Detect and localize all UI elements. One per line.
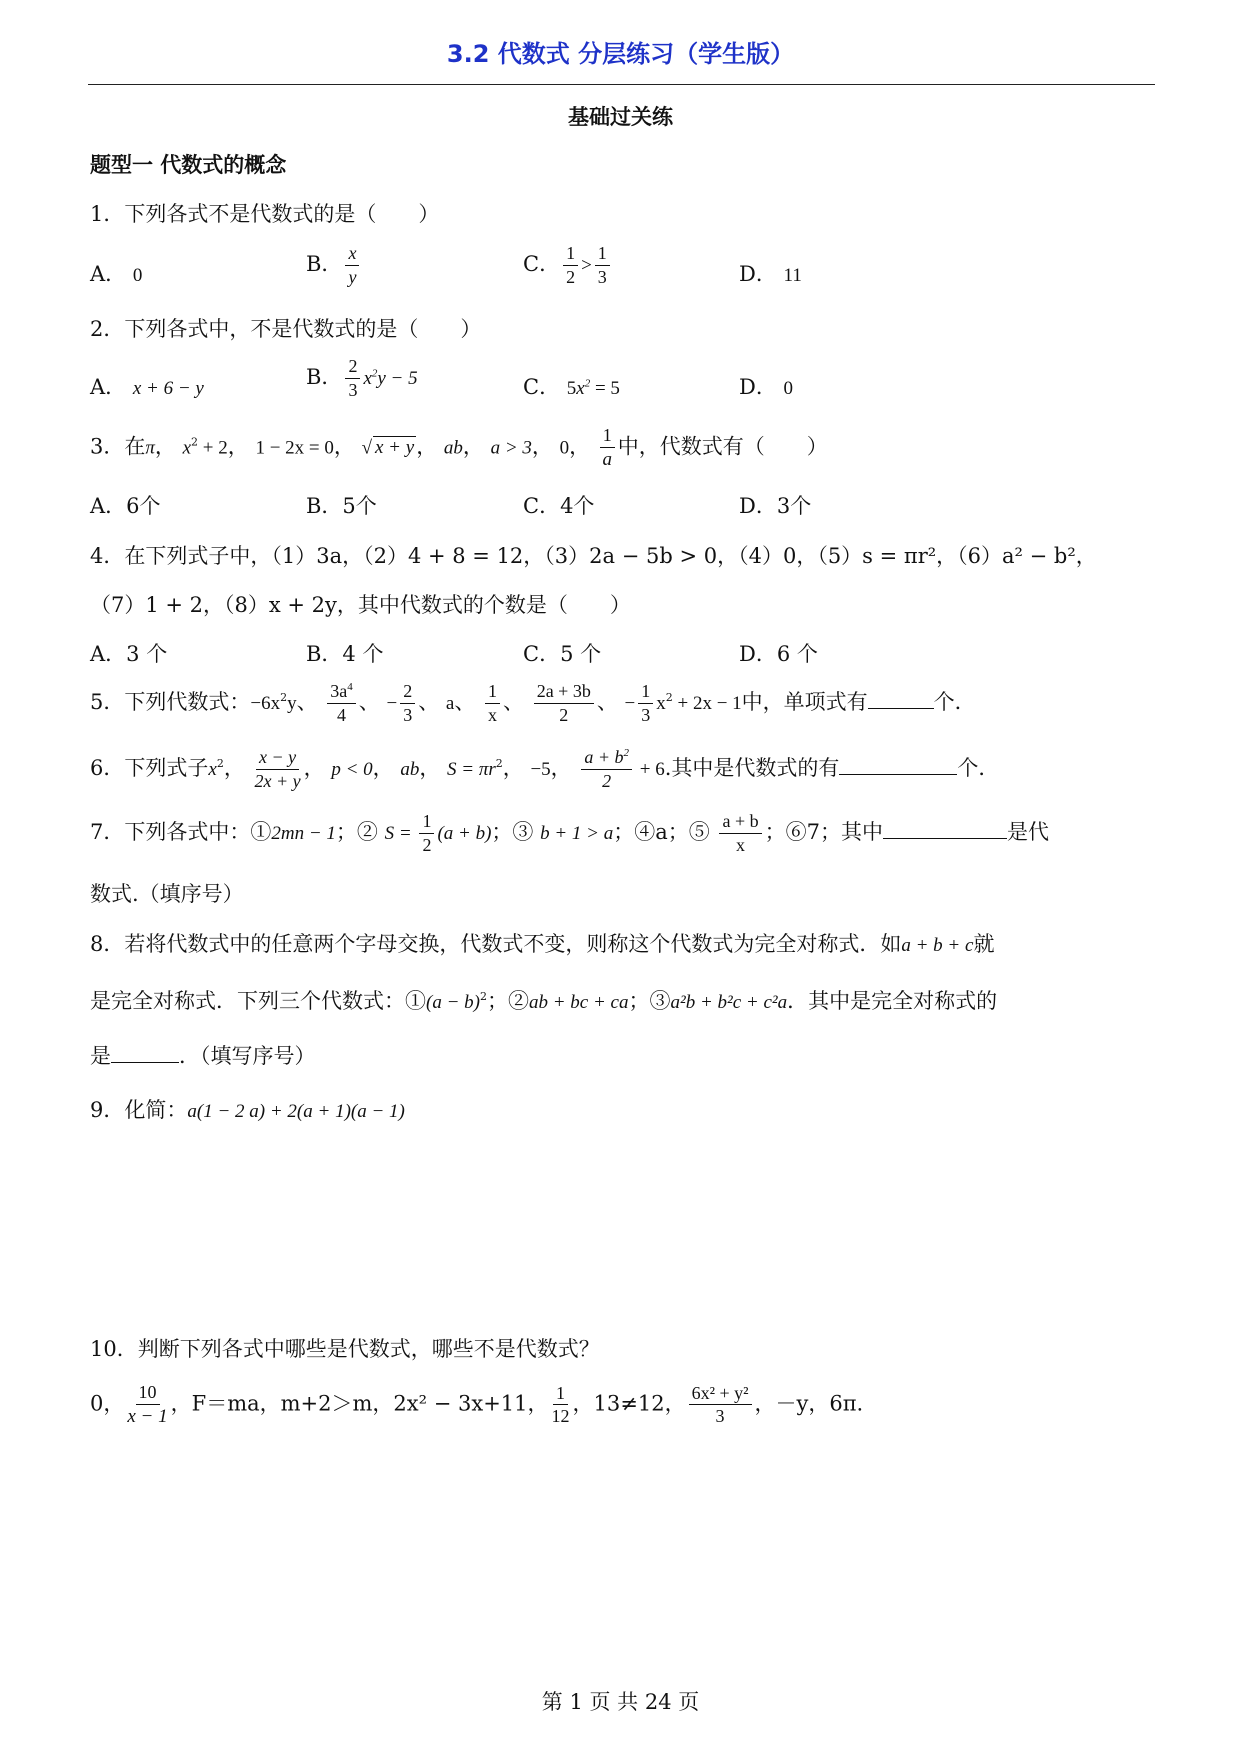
q3-option-b: B．5个 — [306, 494, 377, 518]
q1-option-b: B． $\frac{x}{y}$ — [306, 244, 362, 287]
q8-line-2: 是完全对称式．下列三个代数式：①(a − b)$^2$；②ab + bc + ca；③a²b + b²c + c²a．其中是完全对称式的 — [90, 989, 998, 1013]
page-footer: 第 1 页 共 24 页 — [541, 1690, 700, 1714]
q4-line-1: 4．在下列式子中，（1）3a，（2）4 + 8 = 12，（3）2a − 5b > 0，（4）0，（5）s = πr²，（6）a² − b²， — [90, 544, 1097, 568]
q3-stem: 3．在π， $x^2 + 2$， 1 − 2x = 0， √ x + y， ab， a > 3， 0， $\frac{1}{a}$ 中，代数式有（ ） — [90, 425, 828, 470]
q1-option-a: A． 0 — [90, 262, 143, 286]
q4-line-2: （7）1 + 2，（8）x + 2y，其中代数式的个数是（ ） — [90, 593, 631, 617]
q9-answer-area[interactable] — [90, 1135, 1150, 1325]
q10-expressions: 0， $\frac{10}{x - 1}$ ，F＝ma，m+2＞m，2x² − 3x+11， $\frac{1}{12}$ ，13≠12， $\frac{\text{6x² + y²}}{3}$ ，－y，6π. — [90, 1382, 864, 1427]
q7-answer-blank[interactable] — [883, 817, 1007, 839]
q7-stem: 7．下列各式中：①2mn − 1；② S = $\frac{1}{2}$ (a + b)；③ b + 1 > a；④a；⑤ $\frac{a + b}{x}$ ；⑥7；其中 是代 — [90, 811, 1049, 855]
q2-option-b: B． $\frac{2}{3}$ $x^2y - 5$ — [306, 356, 418, 400]
header-divider — [88, 84, 1155, 85]
q2-stem: 2．下列各式中，不是代数式的是（ ） — [90, 317, 482, 341]
q3-option-a: A．6个 — [90, 494, 161, 518]
q8-line-3: 是 ．（填写序号） — [90, 1040, 316, 1070]
q2-option-c: C． $5x^2 = 5$ — [523, 375, 620, 399]
q10-stem: 10．判断下列各式中哪些是代数式，哪些不是代数式？ — [90, 1337, 600, 1361]
q5-answer-blank[interactable] — [868, 687, 934, 709]
q8-line-1: 8．若将代数式中的任意两个字母交换，代数式不变，则称这个代数式为完全对称式．如a + b + c就 — [90, 932, 995, 956]
q4-option-d: D．6 个 — [739, 642, 818, 666]
q2-option-d: D． 0 — [739, 375, 794, 399]
q8-answer-blank[interactable] — [111, 1041, 179, 1063]
q5-stem: 5．下列代数式：$-6x^2y$、 $\frac{3a^4}{4}$ 、 − $\frac{2}{3}$ 、 a、 $\frac{1}{x}$ 、 $\frac{2a + 3b}{2}$ 、 − $\frac{1}{3}$ $x^2 + 2x - 1$中，单项式有 个． — [90, 681, 976, 725]
q1-stem: 1．下列各式不是代数式的是（ ） — [90, 202, 440, 226]
section-title: 基础过关练 — [568, 104, 673, 129]
q1-option-d: D． 11 — [739, 262, 802, 286]
q7-line-2: 数式.（填序号） — [90, 882, 244, 906]
q3-option-d: D．3个 — [739, 494, 812, 518]
q1-option-c: C． $\frac{1}{2}$ > $\frac{1}{3}$ — [523, 244, 613, 287]
q6-answer-blank[interactable] — [839, 753, 957, 775]
page-header-title: 3.2 代数式 分层练习（学生版） — [446, 40, 795, 68]
question-type-heading: 题型一 代数式的概念 — [90, 152, 287, 177]
q9-stem: 9．化简：a(1 − 2 a) + 2(a + 1)(a − 1) — [90, 1098, 405, 1122]
q4-option-b: B．4 个 — [306, 642, 384, 666]
q3-option-c: C．4个 — [523, 494, 595, 518]
q4-option-a: A．3 个 — [90, 642, 168, 666]
q4-option-c: C．5 个 — [523, 642, 602, 666]
q6-stem: 6．下列式子$x^2$， $\frac{x - y}{2x + y}$ ， p < 0， ab， $S = \pi r^2$， −5， $\frac{a + b^2}{2}$ + 6.其中是代数式的有 个． — [90, 747, 1000, 791]
q2-option-a: A． x + 6 − y — [90, 375, 204, 399]
